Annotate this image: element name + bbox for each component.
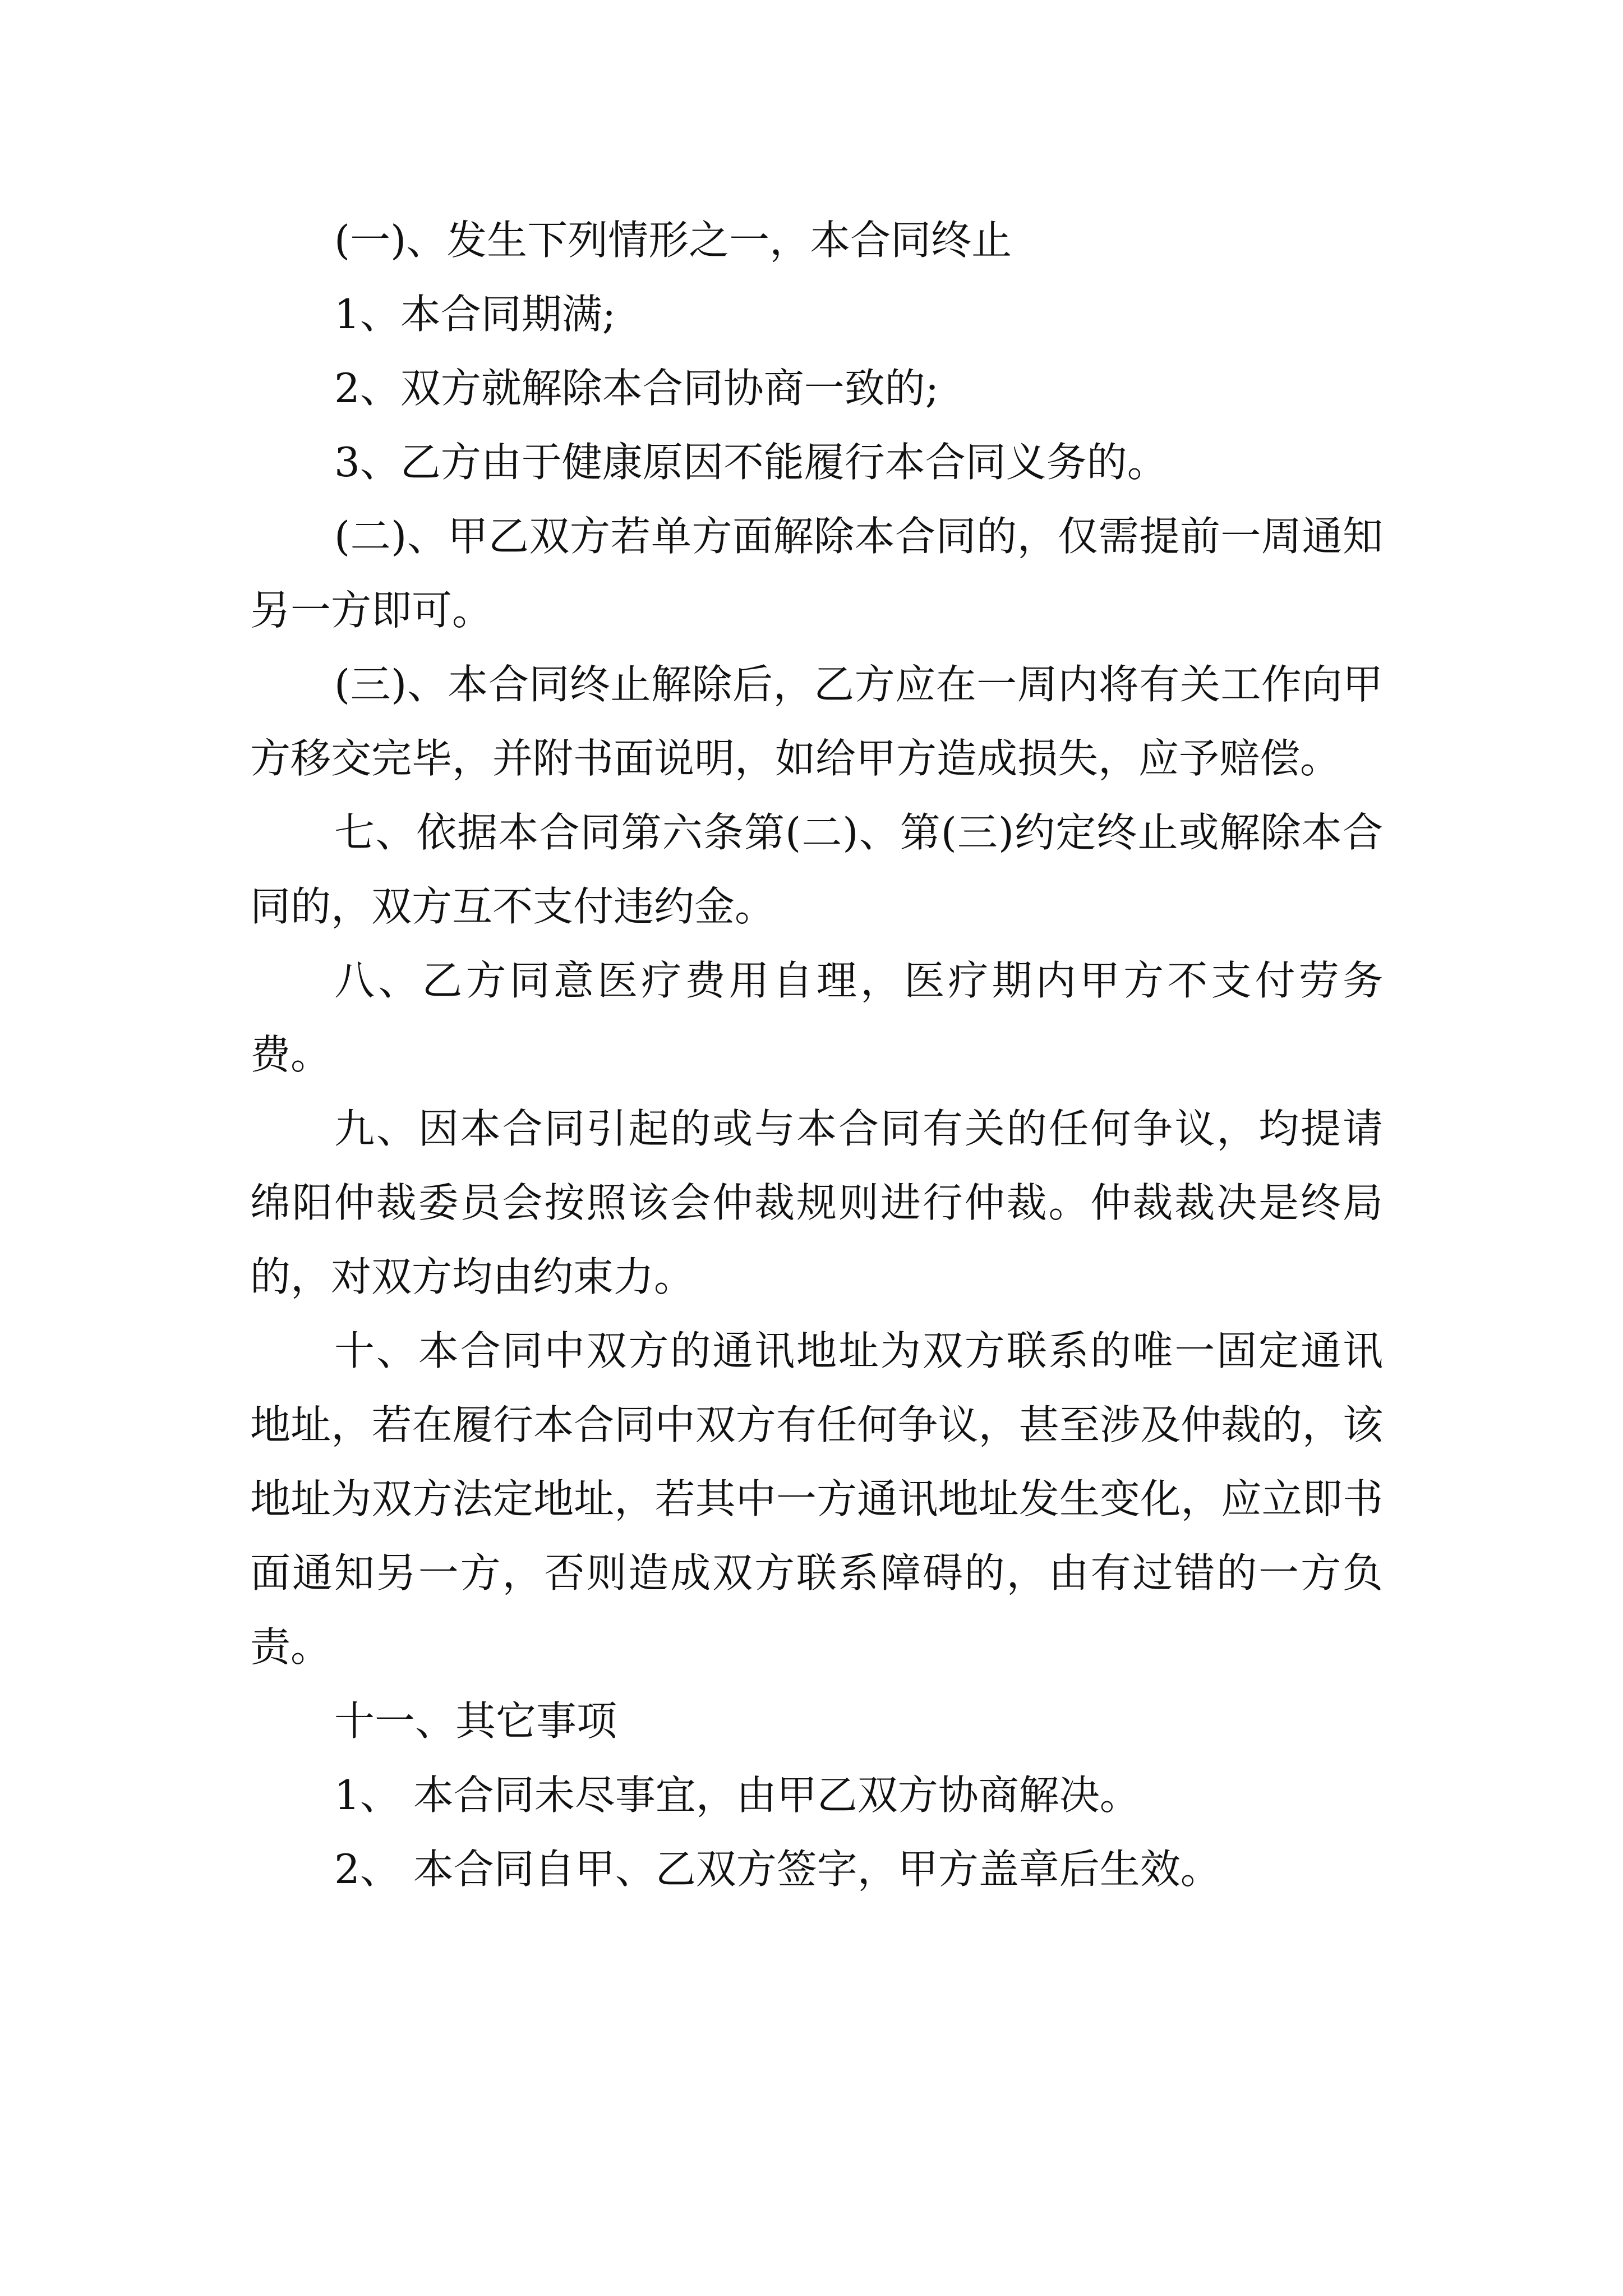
document-body: [250, 203, 1383, 1906]
paragraph-termination-heading: (一)、发生下列情形之一，本合同终止: [334, 217, 1012, 264]
paragraph-item-1: 1、本合同期满;: [334, 291, 616, 338]
paragraph-article-7: 七、依据本合同第六条第(二)、第(三)约定终止或解除本合同的，双方互不支付违约金。: [250, 809, 1383, 930]
paragraph-item-3: 3、乙方由于健康原因不能履行本合同义务的。: [334, 439, 1168, 486]
paragraph-other-1: 1、 本合同未尽事宜，由甲乙双方协商解决。: [334, 1772, 1140, 1819]
paragraph-article-10: 十、本合同中双方的通讯地址为双方联系的唯一固定通讯地址，若在履行本合同中双方有任何争议，甚至涉及仲裁的，该地址为双方法定地址，若其中一方通讯地址发生变化，应立即书面通知另一方，否则造成双方联系障碍的，由有过错的一方负责。: [250, 1327, 1383, 1671]
paragraph-other-2: 2、 本合同自甲、乙双方签字，甲方盖章后生效。: [334, 1846, 1221, 1893]
paragraph-article-8: 八、乙方同意医疗费用自理，医疗期内甲方不支付劳务费。: [250, 957, 1383, 1078]
paragraph-item-2: 2、双方就解除本合同协商一致的;: [334, 365, 939, 412]
paragraph-handover: (三)、本合同终止解除后，乙方应在一周内将有关工作向甲方移交完毕，并附书面说明，如给甲方造成损失，应予赔偿。: [250, 661, 1383, 782]
paragraph-article-11: 十一、其它事项: [334, 1697, 617, 1745]
paragraph-unilateral-termination: (二)、甲乙双方若单方面解除本合同的，仅需提前一周通知另一方即可。: [250, 513, 1383, 634]
paragraph-article-9: 九、因本合同引起的或与本合同有关的任何争议，均提请绵阳仲裁委员会按照该会仲裁规则进行仲裁。仲裁裁决是终局的，对双方均由约束力。: [250, 1105, 1383, 1300]
